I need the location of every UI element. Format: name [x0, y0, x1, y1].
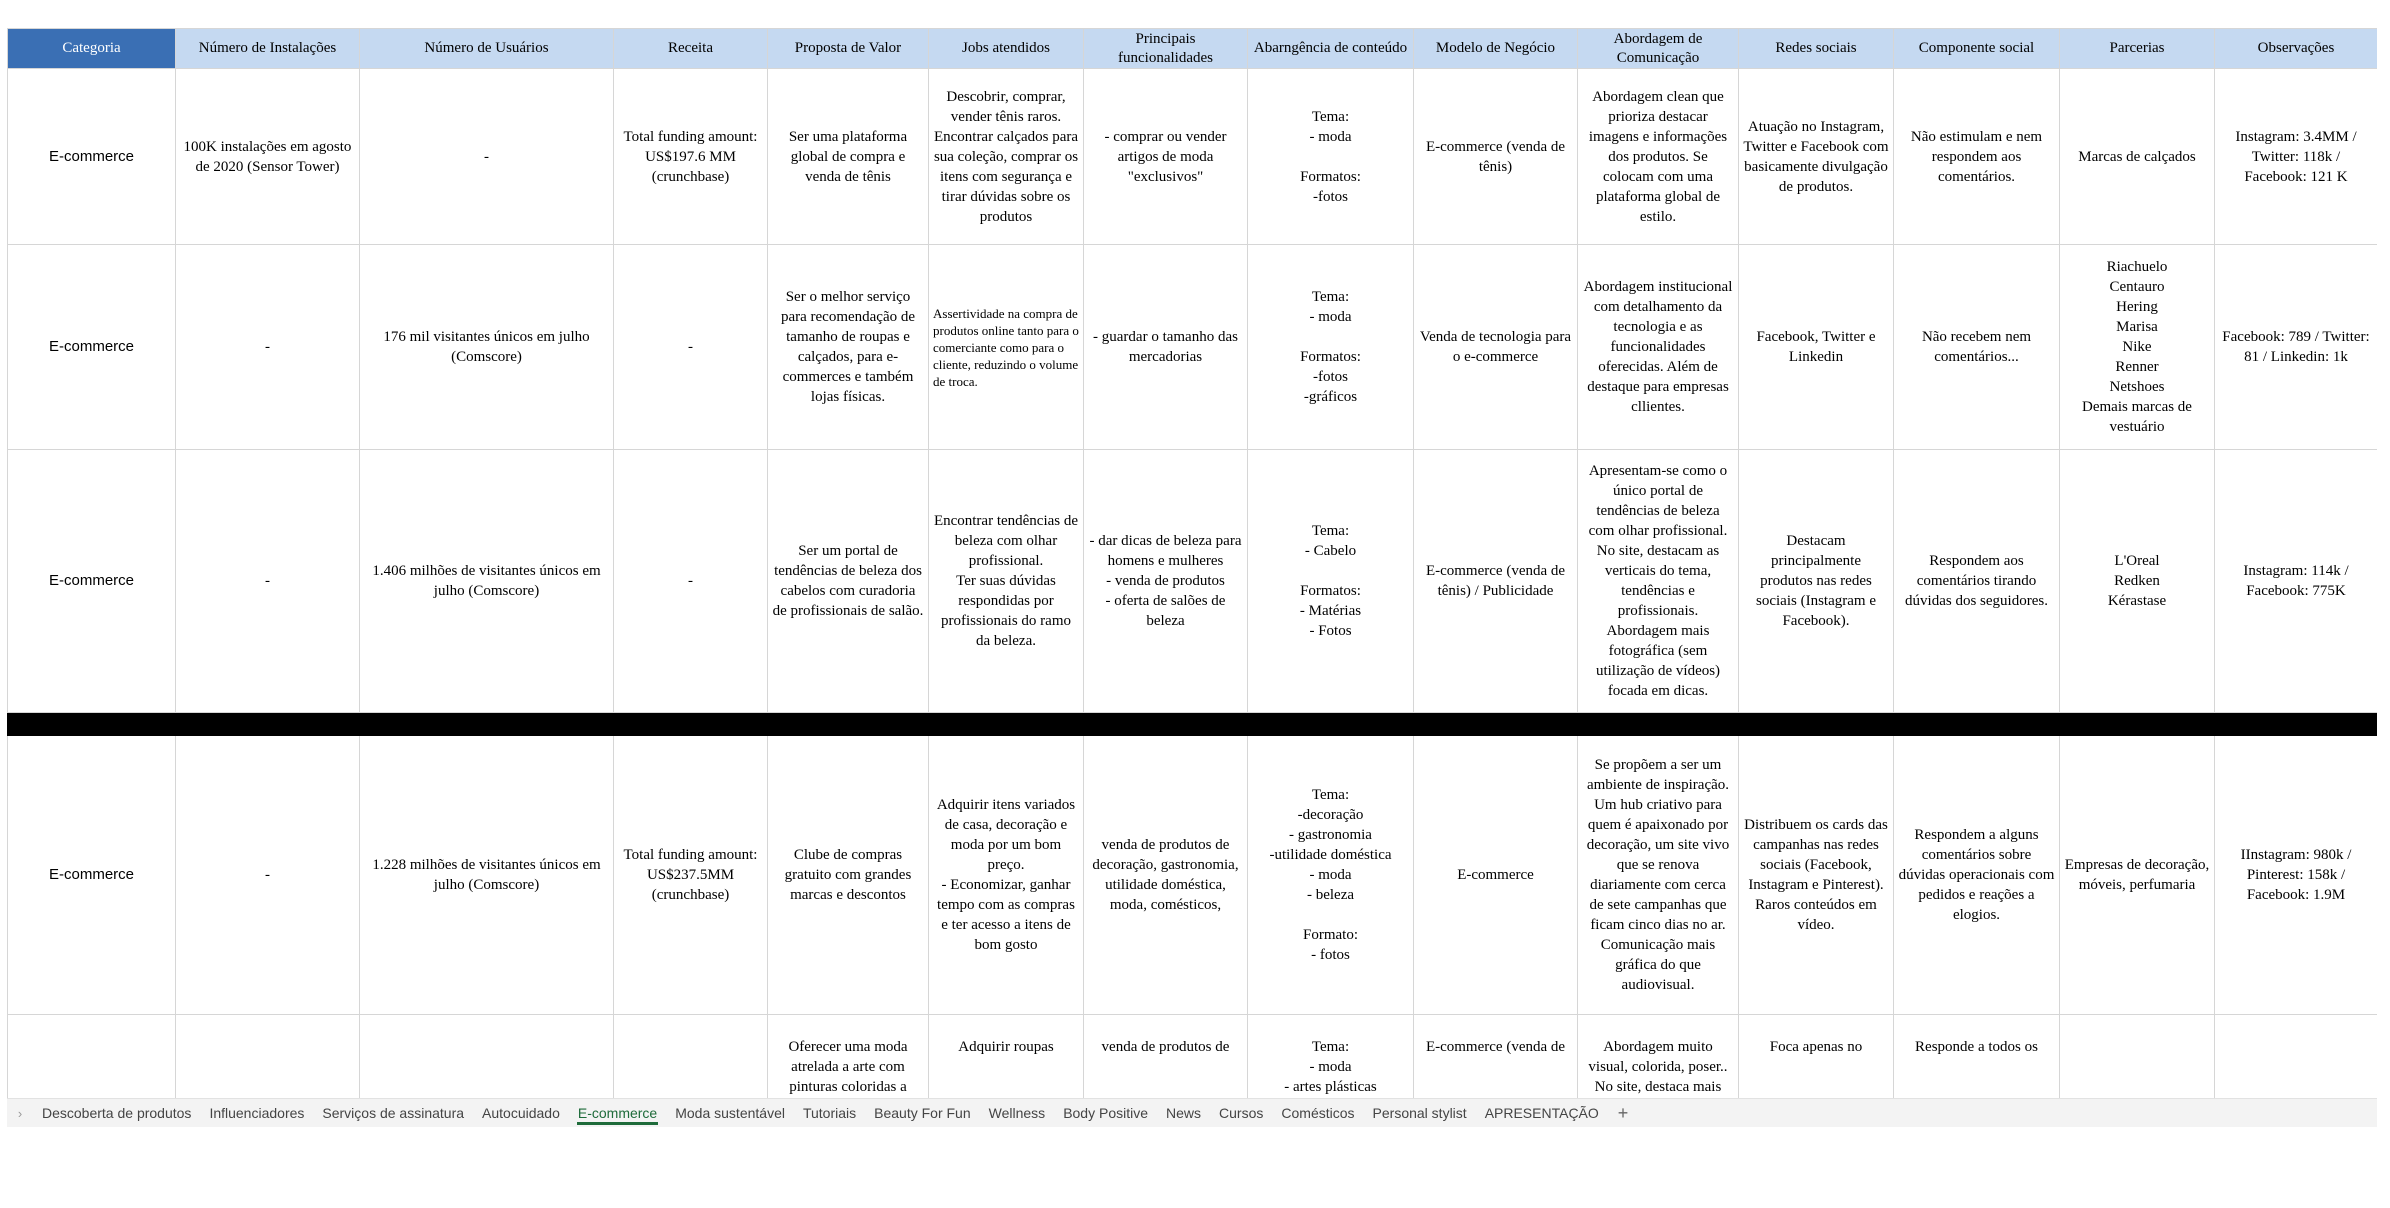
cell-instalacoes[interactable]	[176, 1015, 360, 1099]
tab-autocuidado[interactable]: Autocuidado	[482, 1105, 560, 1121]
table-row	[8, 450, 2378, 713]
cell-receita[interactable]: Total funding amount: US$237.5MM (crunchbase)	[614, 736, 768, 1015]
cell-proposta[interactable]: Ser uma plataforma global de compra e venda de tênis	[768, 69, 929, 245]
cell-funcionalidades[interactable]: venda de produtos de	[1084, 1015, 1248, 1099]
cell-parcerias[interactable]	[2060, 1015, 2215, 1099]
cell-modelo[interactable]: E-commerce (venda de tênis) / Publicidade	[1414, 450, 1578, 713]
cell-categoria[interactable]: E-commerce	[8, 736, 176, 1015]
cell-proposta[interactable]: Ser um portal de tendências de beleza dos cabelos com curadoria de profissionais de salão.	[768, 450, 929, 713]
cell-instalacoes[interactable]: -	[176, 450, 360, 713]
tab-apresentacao[interactable]: APRESENTAÇÃO	[1484, 1105, 1599, 1121]
header-usuarios[interactable]: Número de Usuários	[360, 29, 614, 69]
cell-categoria[interactable]: E-commerce	[8, 69, 176, 245]
cell-abordagem[interactable]: Apresentam-se como o único portal de tendências de beleza com olhar profissional. No site, destacam as verticais do tema, tendências e profissionais. Abordagem mais fotográfica (sem utilização de vídeos) focada em dicas.	[1578, 450, 1739, 713]
header-redes[interactable]: Redes sociais	[1739, 29, 1894, 69]
cell-receita[interactable]: -	[614, 450, 768, 713]
cell-redes[interactable]: Facebook, Twitter e Linkedin	[1739, 245, 1894, 450]
sheet-tab-bar	[7, 1098, 2377, 1127]
tab-wellness[interactable]: Wellness	[988, 1105, 1046, 1121]
header-abordagem[interactable]: Abordagem de Comunicação	[1578, 29, 1739, 69]
separator-bar	[8, 713, 2378, 736]
cell-jobs[interactable]: Assertividade na compra de produtos online tanto para o comerciante como para o cliente, reduzindo o volume de troca.	[929, 245, 1084, 450]
cell-redes[interactable]: Foca apenas no	[1739, 1015, 1894, 1099]
chevron-right-icon[interactable]: ›	[17, 1105, 23, 1121]
cell-usuarios[interactable]: 1.228 milhões de visitantes únicos em julho (Comscore)	[360, 736, 614, 1015]
table-row	[8, 736, 2378, 1015]
header-modelo[interactable]: Modelo de Negócio	[1414, 29, 1578, 69]
cell-modelo[interactable]: E-commerce	[1414, 736, 1578, 1015]
header-parcerias[interactable]: Parcerias	[2060, 29, 2215, 69]
header-categoria[interactable]: Categoria	[8, 29, 176, 69]
tab-e-commerce[interactable]: E-commerce	[569, 1099, 666, 1127]
spreadsheet-grid[interactable]	[7, 28, 2377, 1098]
header-abrangencia[interactable]: Abarngência de conteúdo	[1248, 29, 1414, 69]
cell-jobs[interactable]: Descobrir, comprar, vender tênis raros. Encontrar calçados para sua coleção, comprar os itens com segurança e tirar dúvidas sobre os produtos	[929, 69, 1084, 245]
cell-social[interactable]: Não recebem nem comentários...	[1894, 245, 2060, 450]
cell-proposta[interactable]: Oferecer uma moda atrelada a arte com pinturas coloridas a	[768, 1015, 929, 1099]
cell-instalacoes[interactable]: -	[176, 736, 360, 1015]
cell-receita[interactable]: Total funding amount: US$197.6 MM (crunchbase)	[614, 69, 768, 245]
cell-social[interactable]: Responde a todos os	[1894, 1015, 2060, 1099]
cell-instalacoes[interactable]: -	[176, 245, 360, 450]
header-receita[interactable]: Receita	[614, 29, 768, 69]
tab-personal-stylist[interactable]: Personal stylist	[1372, 1105, 1467, 1121]
cell-funcionalidades[interactable]: - comprar ou vender artigos de moda "exclusivos"	[1084, 69, 1248, 245]
header-row	[8, 29, 2378, 69]
tab-descoberta-de-produtos[interactable]: Descoberta de produtos	[42, 1105, 192, 1121]
cell-jobs[interactable]: Encontrar tendências de beleza com olhar profissional. Ter suas dúvidas respondidas por profissionais do ramo da beleza.	[929, 450, 1084, 713]
cell-social[interactable]: Respondem aos comentários tirando dúvidas dos seguidores.	[1894, 450, 2060, 713]
header-observacoes[interactable]: Observações	[2215, 29, 2378, 69]
cell-categoria[interactable]: E-commerce	[8, 450, 176, 713]
cell-abordagem[interactable]: Abordagem muito visual, colorida, poser.. No site, destaca mais	[1578, 1015, 1739, 1099]
cell-modelo[interactable]: Venda de tecnologia para o e-commerce	[1414, 245, 1578, 450]
header-proposta[interactable]: Proposta de Valor	[768, 29, 929, 69]
tab-comesticos[interactable]: Comésticos	[1281, 1105, 1355, 1121]
data-table	[7, 28, 2377, 1098]
cell-modelo[interactable]: E-commerce (venda de	[1414, 1015, 1578, 1099]
cell-funcionalidades[interactable]: venda de produtos de decoração, gastronomia, utilidade doméstica, moda, comésticos,	[1084, 736, 1248, 1015]
cell-redes[interactable]: Atuação no Instagram, Twitter e Facebook com basicamente divulgação de produtos.	[1739, 69, 1894, 245]
tab-influenciadores[interactable]: Influenciadores	[209, 1105, 305, 1121]
cell-abordagem[interactable]: Abordagem institucional com detalhamento da tecnologia e as funcionalidades oferecidas. Além de destaque para empresas cllientes.	[1578, 245, 1739, 450]
tab-news[interactable]: News	[1166, 1105, 1202, 1121]
header-jobs[interactable]: Jobs atendidos	[929, 29, 1084, 69]
table-row	[8, 1015, 2378, 1099]
tab-beauty-for-fun[interactable]: Beauty For Fun	[874, 1105, 971, 1121]
cell-abrangencia[interactable]: Tema: - Cabelo Formatos: - Matérias - Fotos	[1248, 450, 1414, 713]
cell-redes[interactable]: Destacam principalmente produtos nas redes sociais (Instagram e Facebook).	[1739, 450, 1894, 713]
cell-parcerias[interactable]: Marcas de calçados	[2060, 69, 2215, 245]
cell-categoria[interactable]: E-commerce	[8, 245, 176, 450]
cell-parcerias[interactable]: L'Oreal Redken Kérastase	[2060, 450, 2215, 713]
cell-abrangencia[interactable]: Tema: - moda - artes plásticas	[1248, 1015, 1414, 1099]
cell-redes[interactable]: Distribuem os cards das campanhas nas redes sociais (Facebook, Instagram e Pinterest). Raros conteúdos em vídeo.	[1739, 736, 1894, 1015]
tab-tutoriais[interactable]: Tutoriais	[802, 1105, 857, 1121]
cell-instalacoes[interactable]: 100K instalações em agosto de 2020 (Sensor Tower)	[176, 69, 360, 245]
tab-servicos-de-assinatura[interactable]: Serviços de assinatura	[322, 1105, 465, 1121]
separator-row	[8, 713, 2378, 736]
cell-usuarios[interactable]: -	[360, 69, 614, 245]
header-funcionalidades[interactable]: Principais funcionalidades	[1084, 29, 1248, 69]
table-row	[8, 69, 2378, 245]
cell-abrangencia[interactable]: Tema: -decoração - gastronomia -utilidade doméstica - moda - beleza Formato: - fotos	[1248, 736, 1414, 1015]
cell-abordagem[interactable]: Se propõem a ser um ambiente de inspiração. Um hub criativo para quem é apaixonado por decoração, um site vivo que se renova diariamente com cerca de sete campanhas que ficam cinco dias no ar. Comunicação mais gráfica do que audiovisual.	[1578, 736, 1739, 1015]
cell-abrangencia[interactable]: Tema: - moda Formatos: -fotos -gráficos	[1248, 245, 1414, 450]
cell-proposta[interactable]: Clube de compras gratuito com grandes marcas e descontos	[768, 736, 929, 1015]
cell-observacoes[interactable]: Instagram: 114k / Facebook: 775K	[2215, 450, 2378, 713]
cell-observacoes[interactable]: IInstagram: 980k / Pinterest: 158k / Facebook: 1.9M	[2215, 736, 2378, 1015]
cell-social[interactable]: Respondem a alguns comentários sobre dúvidas operacionais com pedidos e reações a elogios.	[1894, 736, 2060, 1015]
cell-abordagem[interactable]: Abordagem clean que prioriza destacar imagens e informações dos produtos. Se colocam com uma plataforma global de estilo.	[1578, 69, 1739, 245]
cell-usuarios[interactable]	[360, 1015, 614, 1099]
cell-receita[interactable]	[614, 1015, 768, 1099]
cell-usuarios[interactable]: 1.406 milhões de visitantes únicos em julho (Comscore)	[360, 450, 614, 713]
tab-moda-sustentavel[interactable]: Moda sustentável	[675, 1105, 785, 1121]
cell-social[interactable]: Não estimulam e nem respondem aos comentários.	[1894, 69, 2060, 245]
cell-receita[interactable]: -	[614, 245, 768, 450]
header-social[interactable]: Componente social	[1894, 29, 2060, 69]
cell-jobs[interactable]: Adquirir roupas	[929, 1015, 1084, 1099]
cell-parcerias[interactable]: Empresas de decoração, móveis, perfumaria	[2060, 736, 2215, 1015]
cell-observacoes[interactable]: Facebook: 789 / Twitter: 81 / Linkedin: 1k	[2215, 245, 2378, 450]
cell-categoria[interactable]	[8, 1015, 176, 1099]
cell-usuarios[interactable]: 176 mil visitantes únicos em julho (Comscore)	[360, 245, 614, 450]
tab-body-positive[interactable]: Body Positive	[1063, 1105, 1149, 1121]
cell-proposta[interactable]: Ser o melhor serviço para recomendação de tamanho de roupas e calçados, para e-commerces e também lojas físicas.	[768, 245, 929, 450]
cell-jobs[interactable]: Adquirir itens variados de casa, decoração e moda por um bom preço. - Economizar, ganhar tempo com as compras e ter acesso a itens de bom gosto	[929, 736, 1084, 1015]
cell-modelo[interactable]: E-commerce (venda de tênis)	[1414, 69, 1578, 245]
add-sheet-button[interactable]: +	[1617, 1102, 1629, 1123]
tab-cursos[interactable]: Cursos	[1219, 1105, 1264, 1121]
cell-funcionalidades[interactable]: - guardar o tamanho das mercadorias	[1084, 245, 1248, 450]
cell-observacoes[interactable]	[2215, 1015, 2378, 1099]
cell-observacoes[interactable]: Instagram: 3.4MM / Twitter: 118k / Facebook: 121 K	[2215, 69, 2378, 245]
cell-abrangencia[interactable]: Tema: - moda Formatos: -fotos	[1248, 69, 1414, 245]
table-row	[8, 245, 2378, 450]
header-instalacoes[interactable]: Número de Instalações	[176, 29, 360, 69]
cell-funcionalidades[interactable]: - dar dicas de beleza para homens e mulheres - venda de produtos - oferta de salões de beleza	[1084, 450, 1248, 713]
cell-parcerias[interactable]: Riachuelo Centauro Hering Marisa Nike Renner Netshoes Demais marcas de vestuário	[2060, 245, 2215, 450]
